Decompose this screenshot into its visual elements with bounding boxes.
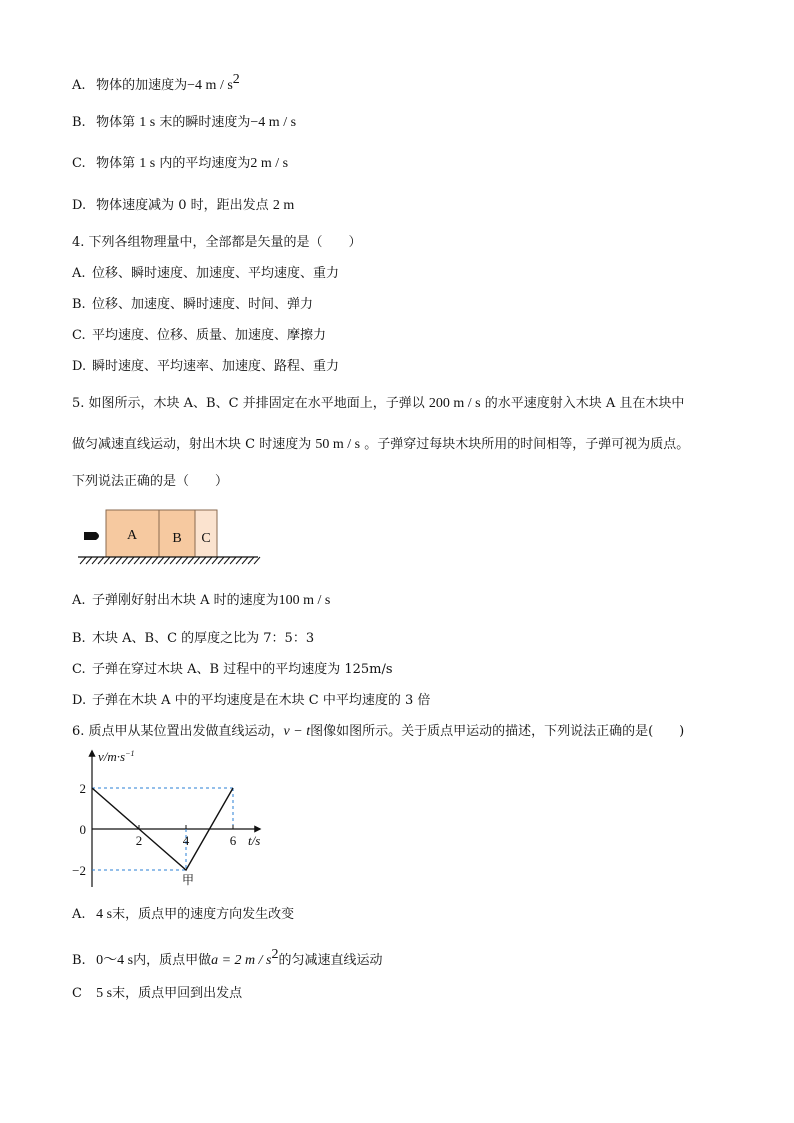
q5-stem-line3: 下列说法正确的是（ ）	[72, 474, 229, 489]
q3-option-c: C. 物体第 1 s 内的平均速度为2 m / s	[72, 156, 289, 171]
curve-label: 甲	[181, 873, 195, 887]
q5-option-d: D. 子弹在木块 A 中的平均速度是在木块 C 中平均速度的 3 倍	[72, 693, 431, 708]
q6-option-a: A. 4 s末，质点甲的速度方向发生改变	[72, 907, 295, 922]
q4-option-b: B. 位移、加速度、瞬时速度、时间、弹力	[72, 297, 314, 312]
vt-graph	[64, 745, 284, 895]
y-axis-label: $v/m\cdot s^{-1}$	[98, 749, 135, 764]
ground-hatching	[80, 557, 260, 564]
vt-dynamic-layer	[72, 781, 237, 887]
q3-option-d: D. 物体速度减为 0 时，距出发点 2 m	[72, 198, 295, 213]
y-tick-label: 0	[79, 822, 86, 837]
q5-stem-line1: 5. 如图所示，木块 A、B、C 并排固定在水平地面上，子弹以 200 m / s 的水平速度射入木块 A 且在木块中	[72, 396, 685, 411]
q6-option-b: B. 0～4 s内，质点甲做a = 2 m / $s^2$的匀减速直线运动	[72, 947, 383, 968]
q5-option-b: B. 木块 A、B、C 的厚度之比为 7：5：3	[72, 631, 315, 646]
q5-option-c: C. 子弹在穿过木块 A、B 过程中的平均速度为 125m/s	[72, 662, 393, 677]
q3-option-a: A. 物体的加速度为−4 m / $s^2$	[72, 72, 240, 93]
q4-stem: 4. 下列各组物理量中，全部都是矢量的是（ ）	[72, 235, 362, 250]
q5-stem-line2: 做匀减速直线运动，射出木块 C 时速度为 50 m / s 。子弹穿过每块木块所用的时间相等，子弹可视为质点。	[72, 437, 690, 452]
x-tick-label: 6	[229, 833, 237, 848]
block-c-label: C	[201, 531, 211, 546]
x-axis-label: t/s	[248, 833, 261, 848]
q5-option-a: A. 子弹刚好射出木块 A 时的速度为100 m / s	[72, 593, 331, 608]
y-tick-label: −2	[72, 863, 86, 878]
q6-option-c: C 5 s末，质点甲回到出发点	[72, 986, 243, 1001]
x-tick-label: 2	[135, 833, 143, 848]
block-a-label: A	[126, 528, 138, 543]
blocks-figure	[72, 506, 272, 576]
x-tick-label: 4	[182, 833, 190, 848]
bullet-icon	[84, 532, 99, 540]
q6-stem: 6. 质点甲从某位置出发做直线运动，v − t图像如图所示。关于质点甲运动的描述，下列说法正确的是( )	[72, 724, 685, 739]
q4-option-c: C. 平均速度、位移、质量、加速度、摩擦力	[72, 328, 327, 343]
q3-option-b: B. 物体第 1 s 末的瞬时速度为−4 m / s	[72, 115, 297, 130]
y-tick-label: 2	[79, 781, 86, 796]
q4-option-d: D. 瞬时速度、平均速率、加速度、路程、重力	[72, 359, 340, 374]
q4-option-a: A. 位移、瞬时速度、加速度、平均速度、重力	[72, 266, 340, 281]
block-b-label: B	[172, 531, 182, 546]
